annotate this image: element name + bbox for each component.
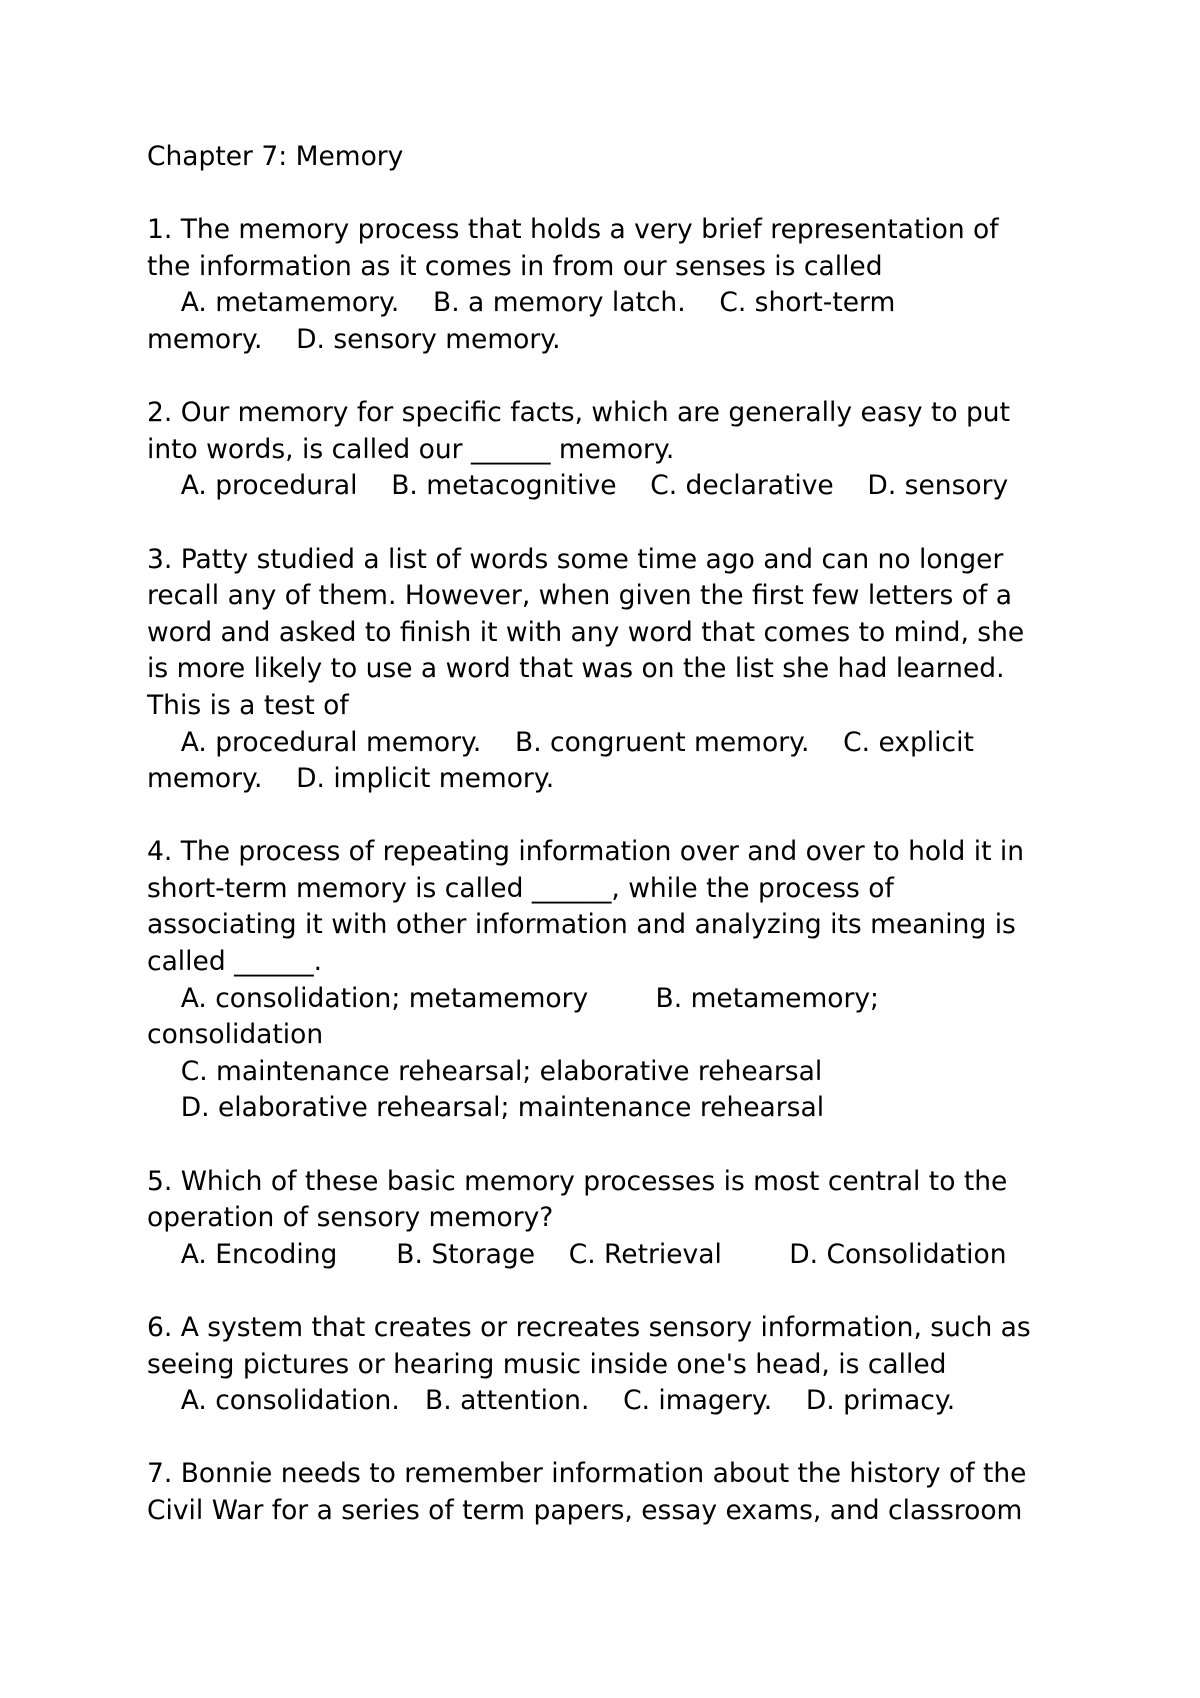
question-3-line-2: recall any of them. However, when given the first few letters of a — [147, 580, 1012, 612]
question-4-line-4: called ______. — [147, 946, 323, 978]
question-4-options-line-3: C. maintenance rehearsal; elaborative rehearsal — [147, 1055, 823, 1087]
question-3 — [147, 542, 1087, 798]
spacer — [147, 359, 1087, 396]
question-6 — [147, 1310, 1087, 1420]
spacer — [147, 505, 1087, 542]
spacer — [147, 1420, 1087, 1457]
question-4-line-1: 4. The process of repeating information over and over to hold it in — [147, 836, 1025, 868]
question-3-line-5: This is a test of — [147, 689, 349, 721]
question-1-line-1: 1. The memory process that holds a very brief representation of — [147, 214, 999, 246]
question-5 — [147, 1164, 1087, 1274]
question-2-line-1: 2. Our memory for specific facts, which are generally easy to put — [147, 397, 1010, 429]
question-3-line-3: word and asked to finish it with any word that comes to mind, she — [147, 616, 1025, 648]
question-1-options-line-1: A. metamemory. B. a memory latch. C. short-term — [147, 287, 896, 319]
question-4-options-line-1: A. consolidation; metamemory B. metamemory; — [147, 982, 879, 1014]
question-4-options-line-4: D. elaborative rehearsal; maintenance rehearsal — [147, 1092, 825, 1124]
chapter-title: Chapter 7: Memory — [147, 141, 404, 172]
question-4-line-2: short-term memory is called ______, while the process of — [147, 872, 894, 904]
question-7 — [147, 1456, 1087, 1529]
question-1-line-2: the information as it comes in from our senses is called — [147, 250, 883, 282]
question-3-line-1: 3. Patty studied a list of words some time ago and can no longer — [147, 543, 1004, 575]
question-1-options-line-2: memory. D. sensory memory. — [147, 323, 561, 355]
question-6-options-line-1: A. consolidation. B. attention. C. imagery. D. primacy. — [147, 1385, 956, 1417]
question-4-line-3: associating it with other information and analyzing its meaning is — [147, 909, 1016, 941]
question-5-line-1: 5. Which of these basic memory processes is most central to the — [147, 1165, 1008, 1197]
spacer — [147, 798, 1087, 835]
question-1 — [147, 212, 1087, 358]
question-3-options-line-2: memory. D. implicit memory. — [147, 763, 555, 795]
spacer — [147, 1127, 1087, 1164]
question-6-line-1: 6. A system that creates or recreates sensory information, such as — [147, 1312, 1031, 1343]
question-3-line-4: is more likely to use a word that was on the list she had learned. — [147, 653, 1005, 685]
spacer — [147, 176, 1087, 213]
question-3-options-line-1: A. procedural memory. B. congruent memory. C. explicit — [147, 726, 974, 758]
question-6-line-2: seeing pictures or hearing music inside one's head, is called — [147, 1348, 947, 1380]
question-2-options-line-1: A. procedural B. metacognitive C. declarative D. sensory — [147, 470, 1009, 502]
question-4 — [147, 834, 1087, 1127]
spacer — [147, 1273, 1087, 1310]
question-5-line-2: operation of sensory memory? — [147, 1202, 554, 1234]
question-7-line-2: Civil War for a series of term papers, essay exams, and classroom — [147, 1494, 1023, 1526]
question-5-options-line-1: A. Encoding B. Storage C. Retrieval D. Consolidation — [147, 1238, 1007, 1270]
question-2 — [147, 395, 1087, 505]
question-4-options-line-2: consolidation — [147, 1019, 324, 1051]
document-body — [147, 139, 1087, 1530]
question-2-line-2: into words, is called our ______ memory. — [147, 433, 675, 465]
question-7-line-1: 7. Bonnie needs to remember information about the history of the — [147, 1458, 1027, 1490]
